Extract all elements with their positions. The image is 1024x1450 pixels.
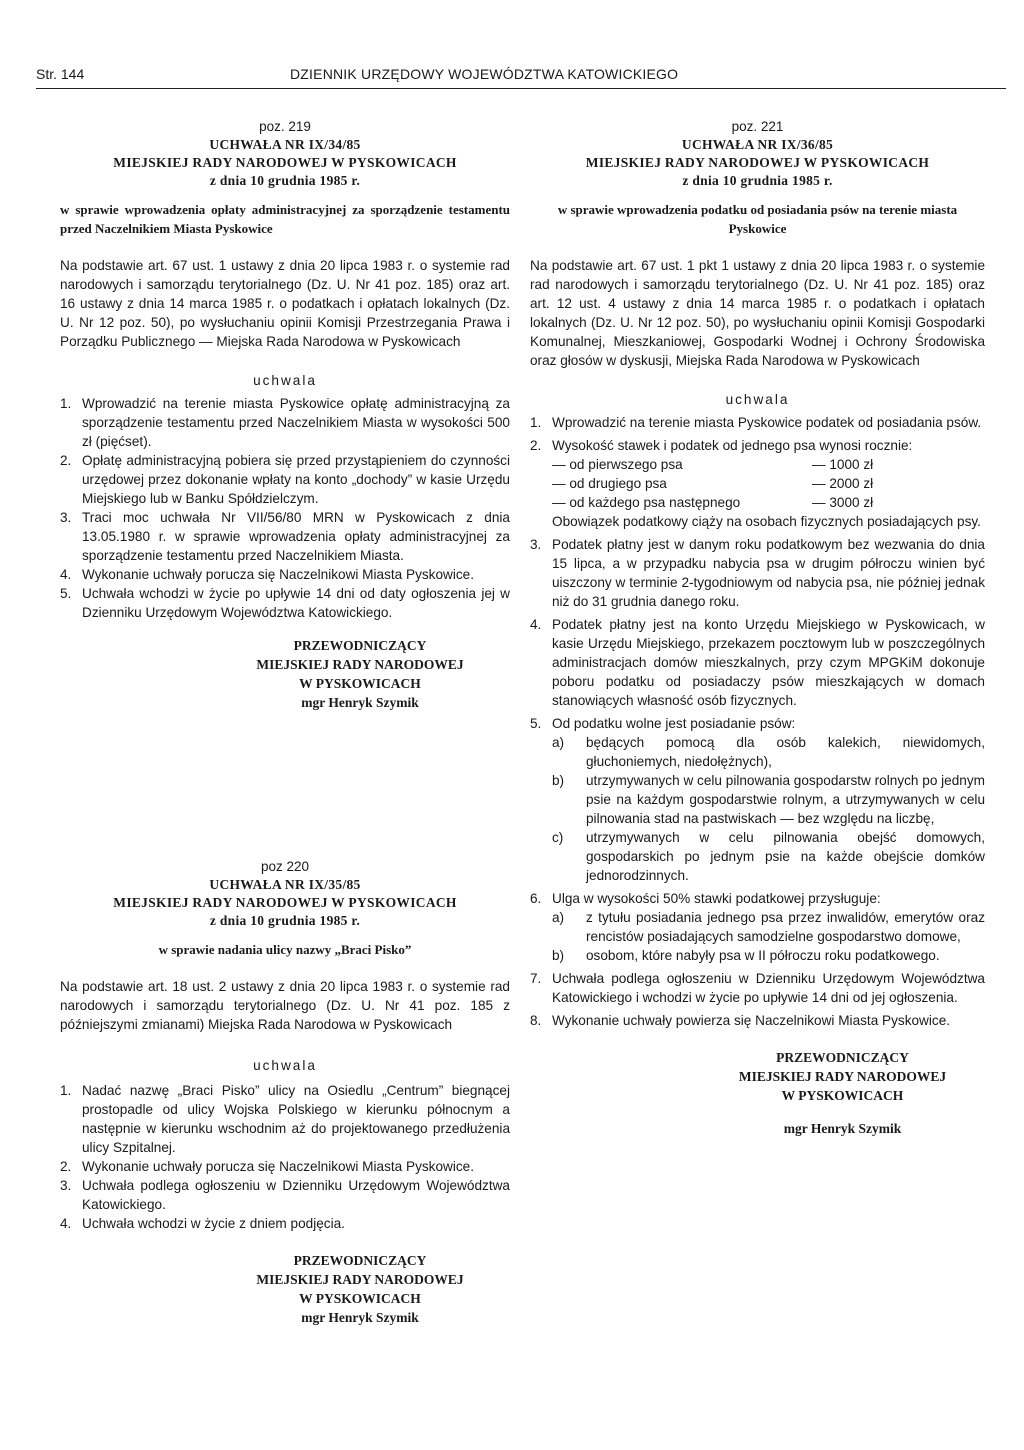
list-item: 2. Wysokość stawek i podatek od jednego psa wynosi rocznie:	[530, 438, 913, 453]
council-name: MIEJSKIEJ RADY NARODOWEJ W PYSKOWICACH	[113, 155, 457, 170]
resolution-date: z dnia 10 grudnia 1985 r.	[209, 913, 361, 928]
list-item: 5. Od podatku wolne jest posiadanie psów:	[530, 716, 796, 731]
sub-item: b) osobom, które nabyły psa w II półroczu roku podatkowego.	[552, 948, 940, 963]
list-item: 3. Traci moc uchwała Nr VII/56/80 MRN w Pyskowicach z dnia 13.05.1980 r. w sprawie wprowadzenia opłaty administracyjnej za sporządzenie testamentu przed Naczelnikiem Miasta.	[60, 510, 510, 563]
sub-item: c) utrzymywanych w celu pilnowania obejść domowych, gospodarskich po jednym psie na każde obejście domków jednorodzinnych.	[552, 830, 985, 883]
position-number: poz. 219	[259, 119, 311, 134]
list-item: 4. Wykonanie uchwały porucza się Naczelnikowi Miasta Pyskowice.	[60, 567, 474, 582]
uchwala-heading: uchwala	[725, 392, 790, 407]
list-item: 4. Podatek płatny jest na konto Urzędu Miejskiego w Pyskowicach, w kasie Urzędu Miejskiego, przekazem pocztowym lub w poszczególnych administracjach domów mieszkalnych, przy czym MPGKiM dokonuje poboru podatku od posiadaczy psów mieszkających w domach stanowiących własność osób fizycznych.	[530, 617, 985, 708]
rate-row: — od pierwszego psa — 1000 zł	[552, 457, 874, 472]
uchwala-heading: uchwala	[253, 1058, 317, 1073]
list-item: 1. Wprowadzić na terenie miasta Pyskowice podatek od posiadania psów.	[530, 415, 982, 430]
preamble: Na podstawie art. 67 ust. 1 ustawy z dnia 20 lipca 1983 r. o systemie rad narodowych i samorządu terytorialnego (Dz. U. Nr 41 poz. 185) oraz art. 16 ustawy z dnia 14 marca 1985 r. o podatkach i opłatach lokalnych (Dz. U. Nr 12 poz. 50), po wysłuchaniu opinii Komisji Przestrzegania Prawa i Porządku Publicznego — Miejska Rada Narodowa w Pyskowicach	[60, 258, 510, 349]
council-name: MIEJSKIEJ RADY NARODOWEJ W PYSKOWICACH	[113, 895, 457, 910]
resolution-title: UCHWAŁA NR IX/34/85	[209, 137, 361, 152]
sub-item: a) z tytułu posiadania jednego psa przez inwalidów, emerytów oraz rencistów posiadających samodzielne gospodarstwo domowe,	[552, 910, 985, 944]
signature-block: PRZEWODNICZĄCY MIEJSKIEJ RADY NARODOWEJ W PYSKOWICACH mgr Henryk Szymik	[738, 1050, 947, 1136]
list-item: 2. Opłatę administracyjną pobiera się przed przystąpieniem do czynności urzędowej przez dokonanie wpłaty na konto „dochody” w kasie Urzędu Miejskiego lub w Banku Spółdzielczym.	[60, 453, 510, 506]
rate-row: — od każdego psa następnego — 3000 zł	[552, 495, 874, 510]
list-item: 4. Uchwała wchodzi w życie z dniem podjęcia.	[60, 1216, 345, 1231]
resolution-221	[530, 118, 985, 1138]
page-number: Str. 144	[36, 66, 85, 82]
list-item: 3. Podatek płatny jest w danym roku podatkowym bez wezwania do dnia 15 lipca, a w przypadku nabycia psa w drugim półroczu winien być uiszczony w terminie 2-tygodniowym od nabycia psa, nie później jednak niż do 31 grudnia danego roku.	[530, 537, 985, 609]
header-rule	[36, 88, 1006, 89]
council-name: MIEJSKIEJ RADY NARODOWEJ W PYSKOWICACH	[585, 155, 930, 170]
resolution-220	[60, 858, 510, 1327]
rate-row: — od drugiego psa — 2000 zł	[552, 476, 874, 491]
resolution-subject: w sprawie wprowadzenia opłaty administracyjnej za sporządzenie testamentu przed Naczelnikiem Miasta Pyskowice	[60, 202, 510, 236]
list-item: 6. Ulga w wysokości 50% stawki podatkowej przysługuje:	[530, 891, 881, 906]
list-item: 1. Wprowadzić na terenie miasta Pyskowice opłatę administracyjną za sporządzenie testamentu przed Naczelnikiem Miasta w wysokości 500 zł (pięćset).	[60, 396, 510, 449]
list-item: 3. Uchwała podlega ogłoszeniu w Dzienniku Urzędowym Województwa Katowickiego.	[60, 1178, 510, 1212]
signature-block: PRZEWODNICZĄCY MIEJSKIEJ RADY NARODOWEJ W PYSKOWICACH mgr Henryk Szymik	[256, 638, 464, 710]
resolution-title: UCHWAŁA NR IX/36/85	[681, 137, 834, 152]
journal-title: DZIENNIK URZĘDOWY WOJEWÓDZTWA KATOWICKIEGO	[290, 66, 679, 82]
position-number: poz 220	[260, 859, 310, 874]
resolution-date: z dnia 10 grudnia 1985 r.	[682, 173, 833, 188]
resolution-219	[60, 118, 510, 712]
list-item: 2. Wykonanie uchwały porucza się Naczelnikowi Miasta Pyskowice.	[60, 1159, 474, 1174]
preamble: Na podstawie art. 67 ust. 1 pkt 1 ustawy z dnia 20 lipca 1983 r. o systemie rad narodowych i samorządu terytorialnego (Dz. U. Nr 41 poz. 185) oraz art. 12 ust. 4 ustawy z dnia 14 marca 1985 r. o podatkach i opłatach lokalnych (Dz. U. Nr 12 poz. 50), po wysłuchaniu opinii Komisji Gospodarki Komunalnej, Mieszkaniowej, Gospodarki Wodnej i Ochrony Środowiska oraz głosów w dyskusji, Miejska Rada Narodowa w Pyskowicach	[530, 258, 985, 368]
resolution-subject: w sprawie nadania ulicy nazwy „Braci Pisko”	[158, 942, 412, 957]
list-item: 8. Wykonanie uchwały powierza się Naczelnikowi Miasta Pyskowice.	[530, 1013, 951, 1028]
list-item: 7. Uchwała podlega ogłoszeniu w Dzienniku Urzędowym Województwa Katowickiego i wchodzi w życie po upływie 14 dni od jej ogłoszenia.	[530, 971, 985, 1005]
resolution-date: z dnia 10 grudnia 1985 r.	[209, 173, 361, 188]
list-item: 5. Uchwała wchodzi w życie po upływie 14 dni od daty ogłoszenia jej w Dzienniku Urzędowym Województwa Katowickiego.	[60, 586, 510, 620]
position-number: poz. 221	[731, 119, 784, 134]
resolution-subject: w sprawie wprowadzenia podatku od posiadania psów na terenie miasta Pyskowice	[557, 202, 958, 236]
list-item: 1. Nadać nazwę „Braci Pisko” ulicy na Osiedlu „Centrum” biegnącej prostopadle od ulicy Wojska Polskiego w kierunku północnym a następnie w kierunku wschodnim aż do projektowanego przedłużenia ulicy Szpitalnej.	[60, 1083, 510, 1155]
obligation-note: Obowiązek podatkowy ciąży na osobach fizycznych posiadających psy.	[552, 514, 981, 529]
sub-item: a) będących pomocą dla osób kalekich, niewidomych, głuchoniemych, niedołężnych),	[552, 735, 985, 769]
uchwala-heading: uchwala	[253, 373, 317, 388]
preamble: Na podstawie art. 18 ust. 2 ustawy z dnia 20 lipca 1983 r. o systemie rad narodowych i samorządu terytorialnego (Dz. U. Nr 41 poz. 185 z późniejszymi zmianami) Miejska Rada Narodowa w Pyskowicach	[60, 979, 510, 1032]
signature-block: PRZEWODNICZĄCY MIEJSKIEJ RADY NARODOWEJ W PYSKOWICACH mgr Henryk Szymik	[256, 1253, 464, 1325]
resolution-title: UCHWAŁA NR IX/35/85	[209, 877, 361, 892]
sub-item: b) utrzymywanych w celu pilnowania gospodarstw rolnych po jednym psie na każdym gospodarstwie rolnym, a utrzymywanych w celu pilnowania stad na pastwiskach — bez względu na liczbę,	[552, 773, 985, 826]
